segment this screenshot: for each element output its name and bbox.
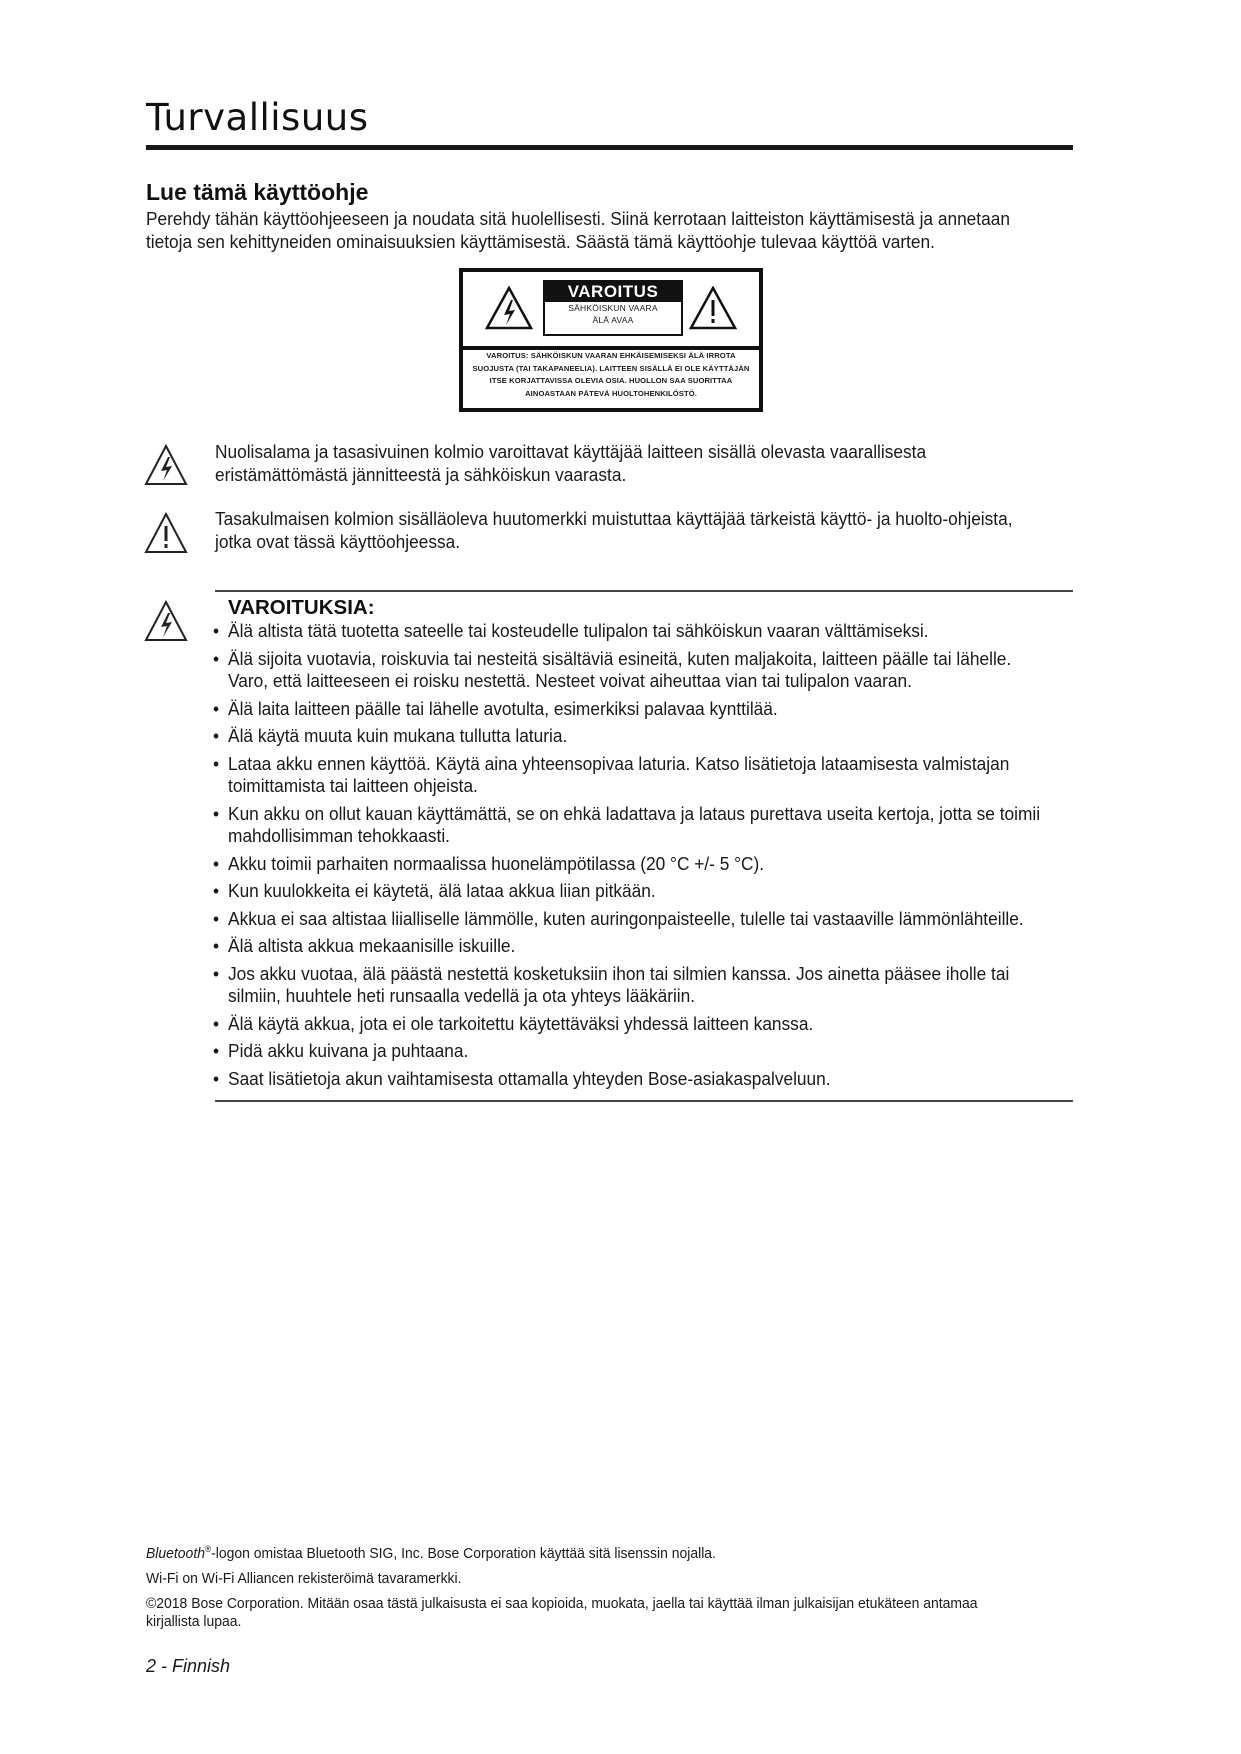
list-item: • Akkua ei saa altistaa liialliselle lämmölle, kuten auringonpaisteelle, tulelle tai vastaaville lämmönlähteille. [213,908,1040,931]
warning-label-text: VAROITUS: SÄHKÖISKUN VAARAN EHKÄISEMISEKSI ÄLÄ IRROTA SUOJUSTA (TAI TAKAPANEELIA). LAITTEEN SISÄLLÄ EI OLE KÄYTTÄJÄN ITSE KORJATTAVISSA OLEVIA OSIA. HUOLLON SAA SUORITTAA AINOASTAAN PÄTEVÄ HUOLTOHENKILÖSTÖ. [472,351,750,398]
warnings-top-rule [215,590,1073,592]
warnings-list [213,620,1040,1095]
warning-label [459,268,763,412]
section-title: Lue tämä käyttöohje [146,179,369,205]
warning-label-line1: SÄHKÖISKUN VAARA [568,303,658,313]
page-number: 2 - Finnish [146,1656,231,1676]
copyright-notice: ©2018 Bose Corporation. Mitään osaa tästä julkaisusta ei saa kopioida, muokata, jaella tai käyttää ilman julkaisijan etukäteen antamaa kirjallista lupaa. [146,1595,978,1630]
warning-label-line2: ÄLÄ AVAA [592,315,634,325]
bluetooth-notice-text: -logon omistaa Bluetooth SIG, Inc. Bose Corporation käyttää sitä lisenssin nojalla. [211,1545,716,1562]
page-title: Turvallisuus [146,96,369,139]
list-item: • Jos akku vuotaa, älä päästä nestettä kosketuksiin ihon tai silmien kanssa. Jos ainetta pääsee iholle tai silmiin, huuhtele heti runsaalla vedellä ja ota yhteys lääkäriin. [213,963,1040,1008]
exclamation-triangle-icon [689,286,737,330]
warning-label-center [543,280,683,336]
warnings-title: VAROITUKSIA: [228,596,375,619]
list-item: • Akku toimii parhaiten normaalissa huonelämpötilassa (20 °C +/- 5 °C). [213,853,1040,876]
title-rule [146,145,1073,150]
registered-mark: ® [204,1544,212,1554]
list-item: • Älä altista tätä tuotetta sateelle tai kosteudelle tulipalon tai sähköiskun vaaran välttämiseksi. [213,620,1040,643]
list-item: • Kun kuulokkeita ei käytetä, älä lataa akkua liian pitkään. [213,880,1040,903]
list-item: • Saat lisätietoja akun vaihtamisesta ottamalla yhteyden Bose-asiakaspalveluun. [213,1068,1040,1091]
warnings-bottom-rule [215,1100,1073,1102]
footnotes [146,1540,1011,1638]
exclamation-symbol-explanation: Tasakulmaisen kolmion sisälläoleva huutomerkki muistuttaa käyttäjää tärkeistä käyttö- ja huolto-ohjeista, jotka ovat tässä käyttöohjeessa. [215,508,1013,552]
wifi-notice: Wi-Fi on Wi-Fi Alliancen rekisteröimä tavaramerkki. [146,1570,462,1587]
list-item: • Älä käytä akkua, jota ei ole tarkoitettu käytettäväksi yhdessä laitteen kanssa. [213,1013,1040,1036]
list-item: • Älä laita laitteen päälle tai lähelle avotulta, esimerkiksi palavaa kynttilää. [213,698,1040,721]
list-item: • Älä käytä muuta kuin mukana tullutta laturia. [213,725,1040,748]
warning-label-heading: VAROITUS [545,282,681,302]
list-item: • Älä altista akkua mekaanisille iskuille. [213,935,1040,958]
lightning-triangle-icon [144,444,188,486]
bluetooth-notice [146,1540,1011,1563]
intro-paragraph: Perehdy tähän käyttöohjeeseen ja noudata sitä huolellisesti. Siinä kerrotaan laitteiston käyttämisestä ja annetaan tietoja sen kehittyneiden ominaisuuksien käyttämisestä. Säästä tämä käyttöohje tulevaa käyttöä varten. [146,208,1010,252]
list-item: • Pidä akku kuivana ja puhtaana. [213,1040,1040,1063]
exclamation-triangle-icon [144,512,188,554]
lightning-triangle-icon [144,600,188,642]
lightning-symbol-explanation: Nuolisalama ja tasasivuinen kolmio varoittavat käyttäjää laitteen sisällä olevasta vaarallisesta eristämättömästä jännitteestä ja sähköiskun vaarasta. [215,441,927,485]
list-item: • Älä sijoita vuotavia, roiskuvia tai nesteitä sisältäviä esineitä, kuten maljakoita, laitteen päälle tai lähelle. Varo, että laitteeseen ei roisku nestettä. Nesteet voivat aiheuttaa vian tai tulipalon vaaran. [213,648,1040,693]
list-item: • Lataa akku ennen käyttöä. Käytä aina yhteensopivaa laturia. Katso lisätietoja lataamisesta valmistajan toimittamista tai laitteen ohjeista. [213,753,1040,798]
lightning-triangle-icon [485,286,533,330]
list-item: • Kun akku on ollut kauan käyttämättä, se on ehkä ladattava ja lataus purettava useita kertoja, jotta se toimii mahdollisimman tehokkaasti. [213,803,1040,848]
bluetooth-brand: Bluetooth [146,1545,205,1562]
